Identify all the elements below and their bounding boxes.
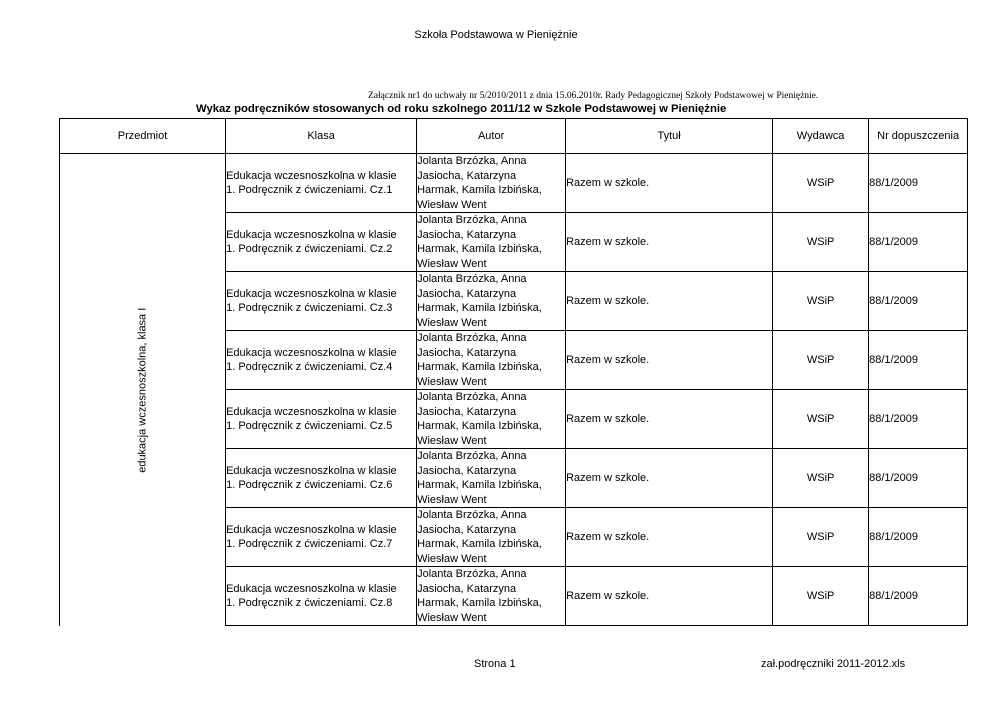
autor-line: Harmak, Kamila Izbińska, bbox=[417, 243, 542, 255]
autor-line: Jasiocha, Katarzyna bbox=[417, 405, 517, 418]
table-title: Wykaz podręczników stosowanych od roku szkolnego 2011/12 w Szkole Podstawowej w Pieniężnie bbox=[196, 103, 727, 115]
tytul-cell: Razem w szkole. bbox=[566, 213, 773, 272]
subject-label: edukacja wczesnoszkolna, klasa I bbox=[136, 307, 149, 473]
autor-line: Wiesław Went bbox=[417, 434, 487, 447]
klasa-cell bbox=[226, 508, 417, 567]
klasa-line: 1. Podręcznik z ćwiczeniami. Cz.8 bbox=[226, 597, 393, 609]
table-row bbox=[60, 154, 968, 213]
column-header-wydawca: Wydawca bbox=[773, 119, 869, 154]
wydawca-cell: WSiP bbox=[773, 449, 869, 508]
nr-cell: 88/1/2009 bbox=[869, 154, 968, 213]
autor-line: Harmak, Kamila Izbińska, bbox=[417, 420, 542, 432]
table-header-row bbox=[60, 119, 968, 154]
autor-line: Jolanta Brzózka, Anna bbox=[417, 391, 527, 403]
tytul-cell: Razem w szkole. bbox=[566, 331, 773, 390]
wydawca-cell: WSiP bbox=[773, 567, 869, 626]
klasa-cell bbox=[226, 567, 417, 626]
footer-file-name: zał.podręczniki 2011-2012.xls bbox=[761, 658, 906, 670]
wydawca-cell: WSiP bbox=[773, 154, 869, 213]
autor-line: Jasiocha, Katarzyna bbox=[417, 582, 517, 595]
autor-cell bbox=[417, 449, 566, 508]
klasa-line: Edukacja wczesnoszkolna w klasie bbox=[226, 582, 397, 595]
autor-line: Jolanta Brzózka, Anna bbox=[417, 155, 527, 167]
klasa-line: 1. Podręcznik z ćwiczeniami. Cz.7 bbox=[226, 538, 393, 550]
autor-line: Wiesław Went bbox=[417, 493, 487, 506]
klasa-line: 1. Podręcznik z ćwiczeniami. Cz.2 bbox=[226, 243, 393, 255]
tytul-cell: Razem w szkole. bbox=[566, 449, 773, 508]
tytul-cell: Razem w szkole. bbox=[566, 390, 773, 449]
klasa-line: Edukacja wczesnoszkolna w klasie bbox=[226, 523, 397, 536]
autor-cell bbox=[417, 390, 566, 449]
tytul-cell: Razem w szkole. bbox=[566, 272, 773, 331]
autor-line: Jolanta Brzózka, Anna bbox=[417, 568, 527, 580]
autor-cell bbox=[417, 213, 566, 272]
klasa-line: 1. Podręcznik z ćwiczeniami. Cz.6 bbox=[226, 479, 393, 491]
wydawca-cell: WSiP bbox=[773, 272, 869, 331]
autor-cell bbox=[417, 331, 566, 390]
table-body bbox=[60, 154, 968, 626]
autor-line: Jasiocha, Katarzyna bbox=[417, 464, 517, 477]
column-header-tytul: Tytuł bbox=[566, 119, 773, 154]
attachment-note: Załącznik nr1 do uchwały nr 5/2010/2011 z dnia 15.06.2010r. Rady Pedagogicznej Szkoły Podstawowej w Pieniężnie. bbox=[368, 91, 819, 101]
tytul-cell: Razem w szkole. bbox=[566, 508, 773, 567]
autor-line: Harmak, Kamila Izbińska, bbox=[417, 479, 542, 491]
footer-page-number: Strona 1 bbox=[474, 658, 516, 670]
autor-line: Harmak, Kamila Izbińska, bbox=[417, 184, 542, 196]
wydawca-cell: WSiP bbox=[773, 508, 869, 567]
klasa-cell bbox=[226, 390, 417, 449]
autor-line: Harmak, Kamila Izbińska, bbox=[417, 361, 542, 373]
autor-line: Wiesław Went bbox=[417, 611, 487, 624]
klasa-line: Edukacja wczesnoszkolna w klasie bbox=[226, 346, 397, 359]
autor-line: Jolanta Brzózka, Anna bbox=[417, 509, 527, 521]
textbook-table bbox=[59, 118, 968, 626]
nr-cell: 88/1/2009 bbox=[869, 213, 968, 272]
autor-cell bbox=[417, 508, 566, 567]
autor-line: Jolanta Brzózka, Anna bbox=[417, 214, 527, 226]
autor-line: Harmak, Kamila Izbińska, bbox=[417, 302, 542, 314]
autor-line: Wiesław Went bbox=[417, 552, 487, 565]
nr-cell: 88/1/2009 bbox=[869, 390, 968, 449]
wydawca-cell: WSiP bbox=[773, 213, 869, 272]
page-header-school: Szkoła Podstawowa w Pieniężnie bbox=[414, 29, 578, 41]
klasa-cell bbox=[226, 449, 417, 508]
nr-cell: 88/1/2009 bbox=[869, 272, 968, 331]
klasa-line: Edukacja wczesnoszkolna w klasie bbox=[226, 464, 397, 477]
tytul-cell: Razem w szkole. bbox=[566, 567, 773, 626]
autor-cell bbox=[417, 154, 566, 213]
wydawca-cell: WSiP bbox=[773, 390, 869, 449]
klasa-line: 1. Podręcznik z ćwiczeniami. Cz.3 bbox=[226, 302, 393, 314]
autor-line: Jolanta Brzózka, Anna bbox=[417, 273, 527, 285]
nr-cell: 88/1/2009 bbox=[869, 449, 968, 508]
autor-line: Jolanta Brzózka, Anna bbox=[417, 450, 527, 462]
column-header-przedmiot: Przedmiot bbox=[60, 119, 226, 154]
wydawca-cell: WSiP bbox=[773, 331, 869, 390]
autor-line: Wiesław Went bbox=[417, 257, 487, 270]
autor-line: Wiesław Went bbox=[417, 375, 487, 388]
autor-line: Jolanta Brzózka, Anna bbox=[417, 332, 527, 344]
nr-cell: 88/1/2009 bbox=[869, 331, 968, 390]
klasa-cell bbox=[226, 331, 417, 390]
autor-line: Harmak, Kamila Izbińska, bbox=[417, 538, 542, 550]
klasa-line: 1. Podręcznik z ćwiczeniami. Cz.5 bbox=[226, 420, 393, 432]
autor-line: Jasiocha, Katarzyna bbox=[417, 523, 517, 536]
tytul-cell: Razem w szkole. bbox=[566, 154, 773, 213]
klasa-cell bbox=[226, 154, 417, 213]
autor-line: Wiesław Went bbox=[417, 198, 487, 211]
autor-line: Jasiocha, Katarzyna bbox=[417, 169, 517, 182]
klasa-line: 1. Podręcznik z ćwiczeniami. Cz.1 bbox=[226, 184, 393, 196]
nr-cell: 88/1/2009 bbox=[869, 508, 968, 567]
klasa-cell bbox=[226, 272, 417, 331]
nr-cell: 88/1/2009 bbox=[869, 567, 968, 626]
autor-line: Wiesław Went bbox=[417, 316, 487, 329]
klasa-line: Edukacja wczesnoszkolna w klasie bbox=[226, 169, 397, 182]
subject-cell bbox=[60, 154, 226, 626]
column-header-klasa: Klasa bbox=[226, 119, 417, 154]
klasa-line: Edukacja wczesnoszkolna w klasie bbox=[226, 228, 397, 241]
klasa-cell bbox=[226, 213, 417, 272]
autor-cell bbox=[417, 567, 566, 626]
autor-cell bbox=[417, 272, 566, 331]
autor-line: Jasiocha, Katarzyna bbox=[417, 346, 517, 359]
column-header-nr-dopuszczenia: Nr dopuszczenia bbox=[869, 119, 968, 154]
klasa-line: Edukacja wczesnoszkolna w klasie bbox=[226, 405, 397, 418]
autor-line: Jasiocha, Katarzyna bbox=[417, 228, 517, 241]
autor-line: Jasiocha, Katarzyna bbox=[417, 287, 517, 300]
klasa-line: Edukacja wczesnoszkolna w klasie bbox=[226, 287, 397, 300]
autor-line: Harmak, Kamila Izbińska, bbox=[417, 597, 542, 609]
column-header-autor: Autor bbox=[417, 119, 566, 154]
klasa-line: 1. Podręcznik z ćwiczeniami. Cz.4 bbox=[226, 361, 393, 373]
